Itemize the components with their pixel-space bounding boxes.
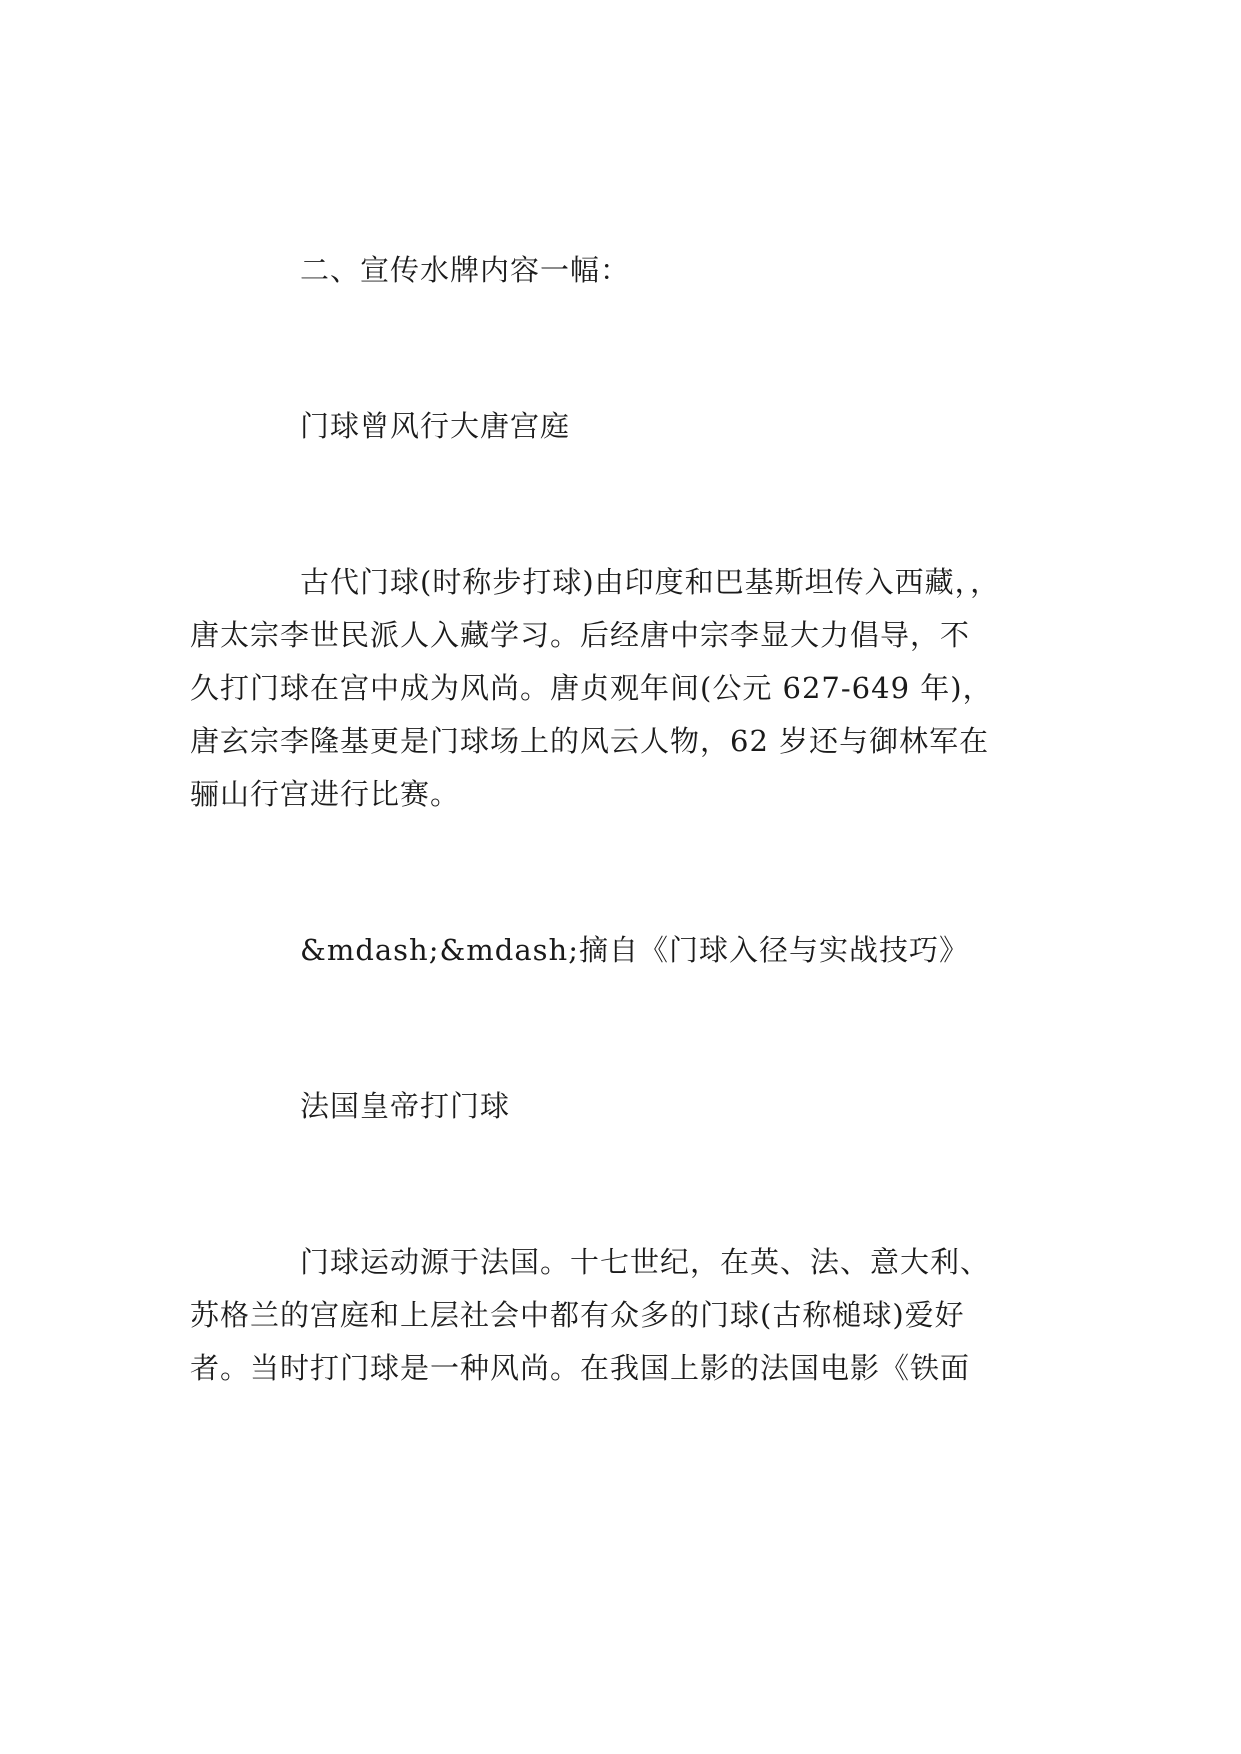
paragraph-1-line: 唐玄宗李隆基更是门球场上的风云人物，62 岁还与御林军在 xyxy=(190,724,990,758)
paragraph-2-line: 苏格兰的宫庭和上层社会中都有众多的门球(古称槌球)爱好 xyxy=(190,1298,965,1332)
paragraph-1-line: 骊山行宫进行比赛。 xyxy=(190,777,461,811)
article-title-2: 法国皇帝打门球 xyxy=(300,1089,511,1123)
paragraph-2-line: 门球运动源于法国。十七世纪，在英、法、意大利、 xyxy=(300,1245,991,1279)
paragraph-1-line: 久打门球在宫中成为风尚。唐贞观年间(公元 627-649 年)， xyxy=(190,671,993,705)
paragraph-1-line: 古代门球(时称步打球)由印度和巴基斯坦传入西藏，， xyxy=(300,565,1001,599)
paragraph-1-line: 唐太宗李世民派人入藏学习。后经唐中宗李显大力倡导，不 xyxy=(190,618,971,652)
article-title-1: 门球曾风行大唐宫庭 xyxy=(300,409,571,443)
section-heading: 二、宣传水牌内容一幅： xyxy=(300,253,631,287)
paragraph-2-line: 者。当时打门球是一种风尚。在我国上影的法国电影《铁面 xyxy=(190,1351,971,1385)
citation: &mdash;&mdash;摘自《门球入径与实战技巧》 xyxy=(300,933,969,967)
